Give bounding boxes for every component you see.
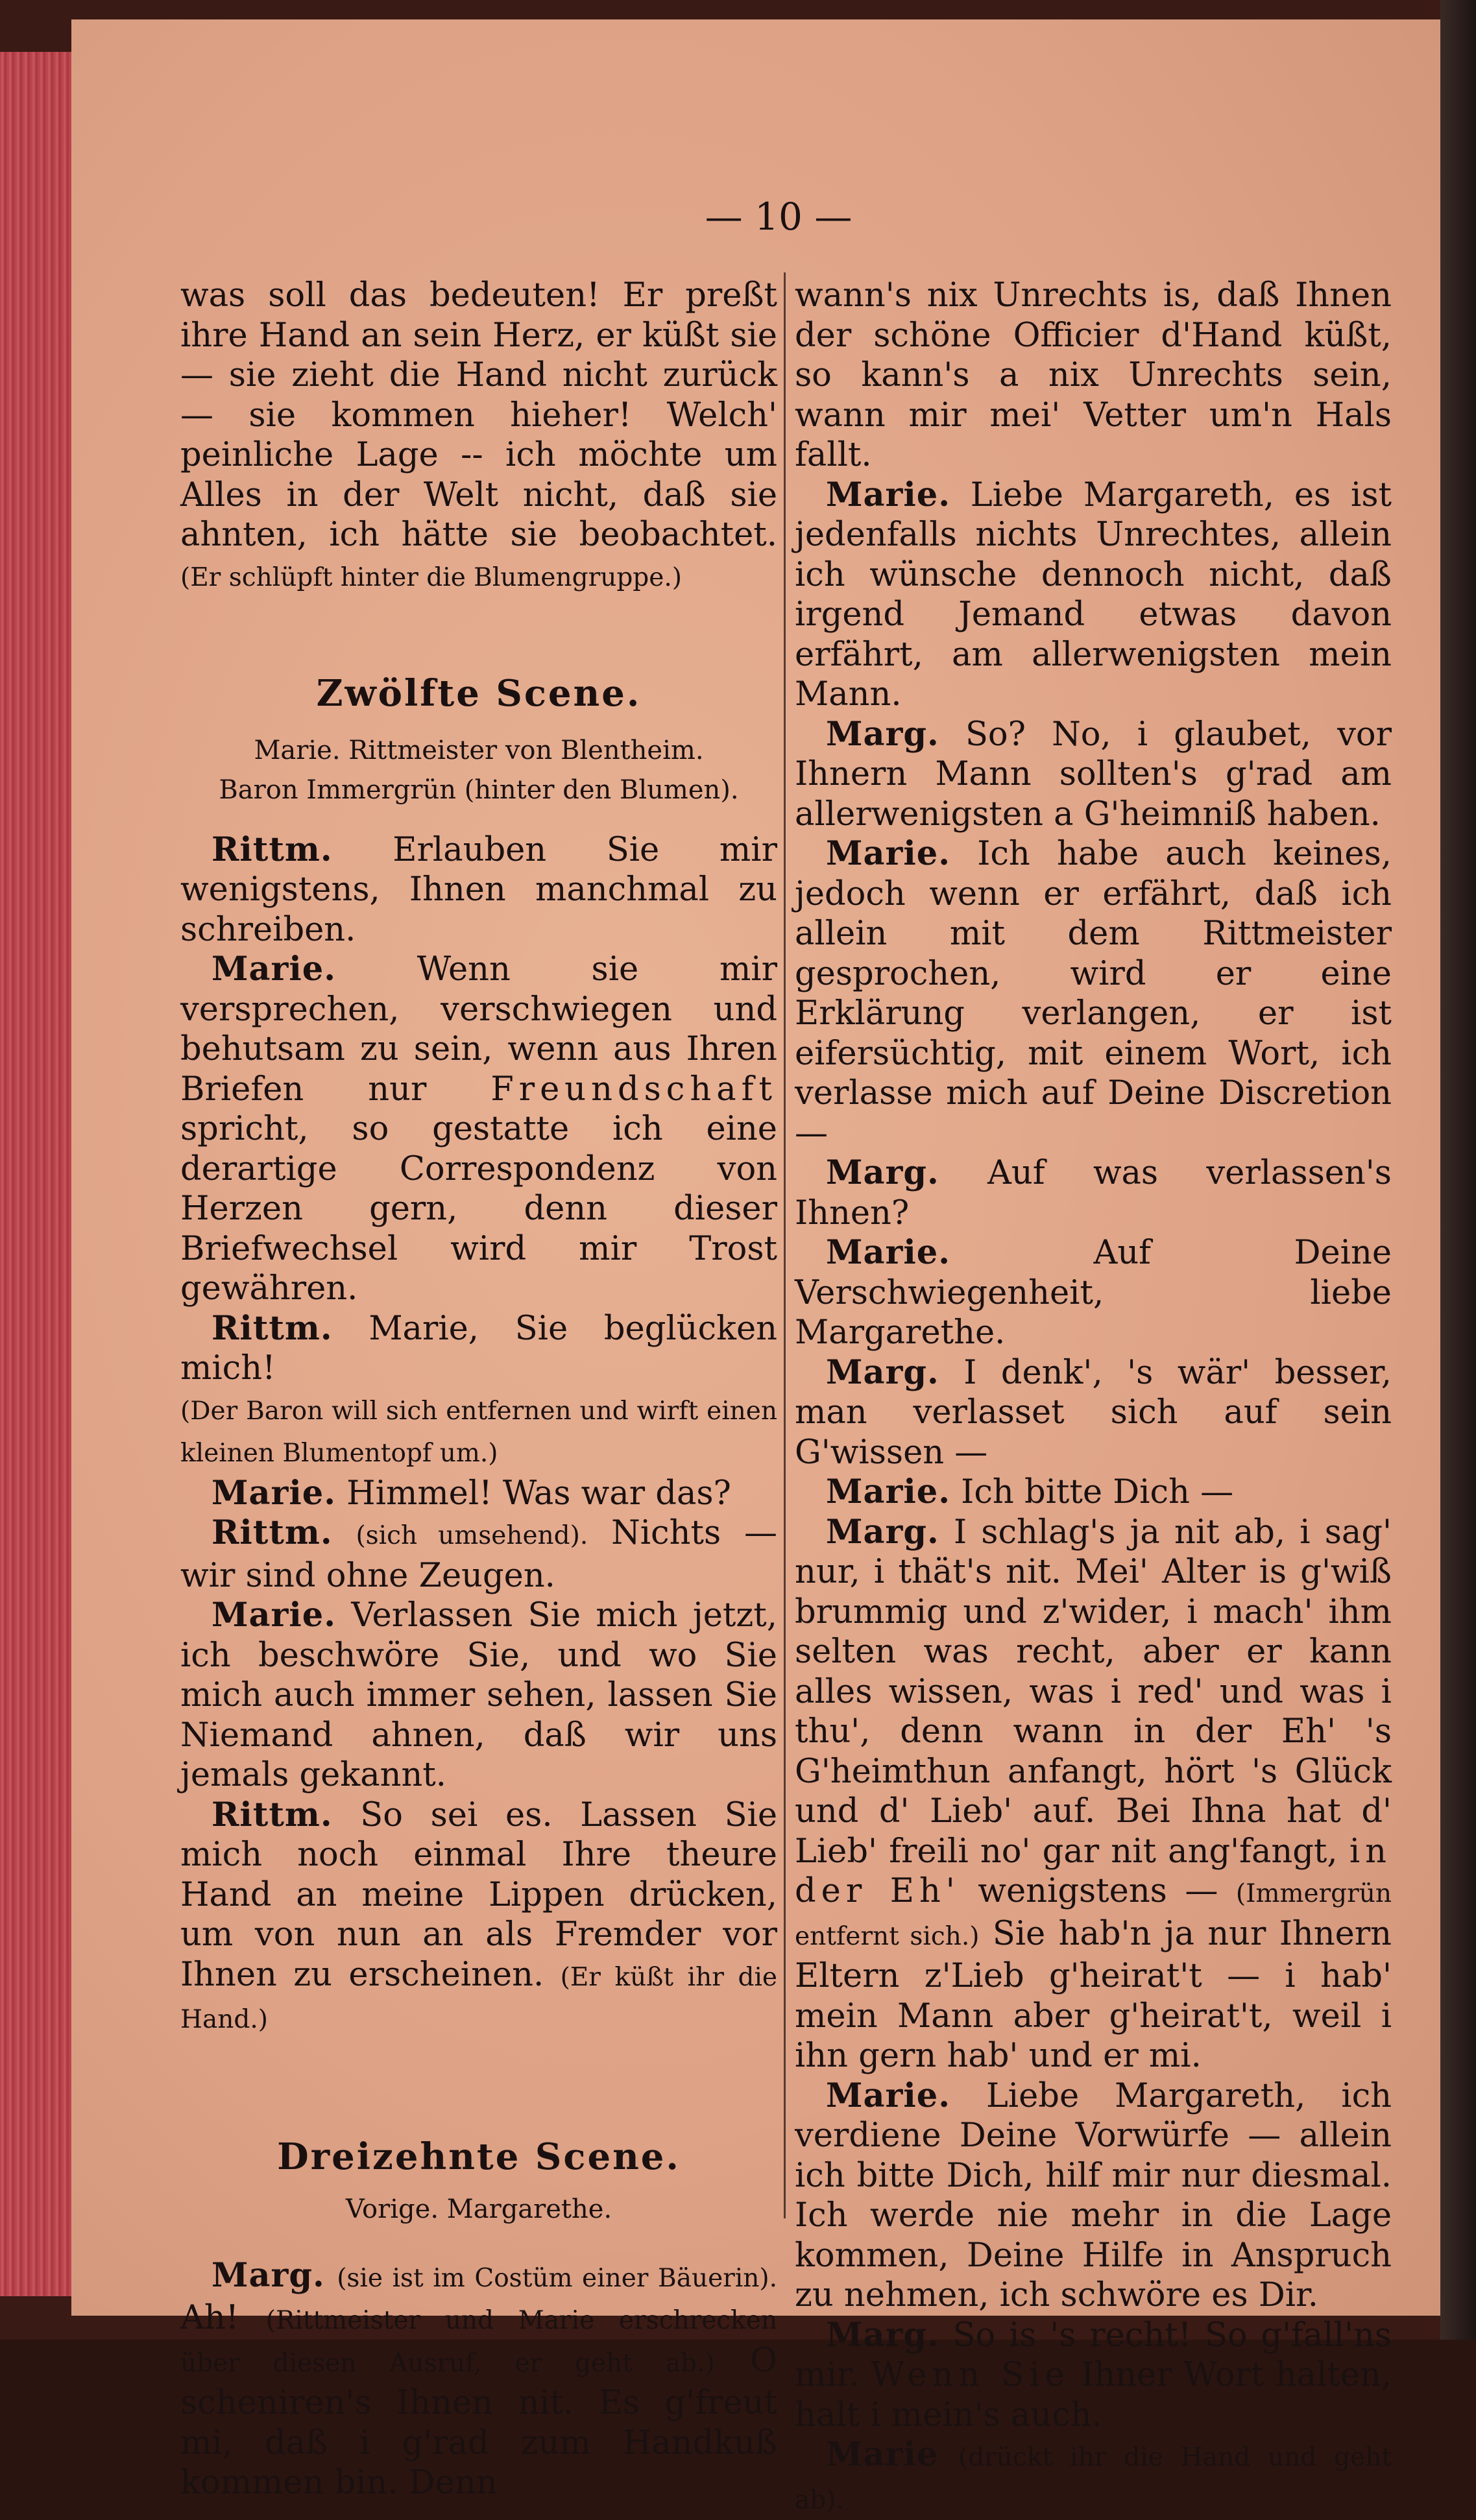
scene-heading: Dreizehnte Scene. xyxy=(277,2135,681,2178)
page-edges xyxy=(0,52,73,2296)
dialogue-line xyxy=(795,2435,1392,2520)
paragraph xyxy=(180,276,777,597)
dialogue-line xyxy=(795,2076,1392,2316)
line-text: Himmel! Was war das? xyxy=(346,1474,731,1513)
stage-direction: (sich umsehend). xyxy=(356,1521,588,1550)
speaker: Marg. xyxy=(826,1153,939,1192)
stage-line xyxy=(180,1389,777,1474)
line-text: wenigstens — xyxy=(978,1872,1218,1910)
line-text: Ich bitte Dich — xyxy=(961,1473,1234,1511)
dialogue-line xyxy=(795,1353,1392,1473)
intro-text: was soll das bedeuten! Er preßt ihre Hand an sein Herz, er küßt sie — sie zieht die Hand nicht zurück — sie kommen hieher! Welch' peinliche Lage -- ich möchte um Alles in der Welt nicht, daß sie ahnten, ich hätte sie beobachtet. xyxy=(180,276,777,554)
dialogue-line xyxy=(795,1153,1392,1233)
stage-direction: (drückt ihr die Hand und geht ab). xyxy=(795,2443,1392,2515)
line-text: Liebe Margareth, ich verdiene Deine Vorwürfe — allein ich bitte Dich, hilf mir nur diesmal. Ich werde nie mehr in die Lage kommen, Deine Hilfe in Anspruch zu nehmen, ich schwöre es Dir. xyxy=(795,2076,1392,2314)
dialogue-line xyxy=(180,2256,777,2503)
dialogue-line xyxy=(180,950,777,1309)
dialogue-line xyxy=(795,834,1392,1153)
line-text: I schlag's ja nit ab, i sag' nur, i thät's nit. Mei' Alter is g'wiß brummig und z'wider, i mach' ihm selten was recht, aber er kann alles wissen, was i red' und was i thu', denn wann in der Eh' 's G'heimthun anfangt, hört 's Glück und d' Lieb' auf. Bei Ihna hat d' Lieb' freili no' gar nit ang'fangt, xyxy=(795,1513,1392,1871)
line-text: Auf Deine Verschwiegenheit, liebe Margarethe. xyxy=(795,1234,1392,1352)
emphasis: Freundschaft xyxy=(490,1070,777,1109)
dramatis-personae: Baron Immergrün (hinter den Blumen). xyxy=(219,775,739,805)
speaker: Marie. xyxy=(826,475,950,514)
dialogue-line xyxy=(180,830,777,950)
speaker: Marg. xyxy=(212,2255,325,2295)
book-spine xyxy=(1440,0,1476,2340)
line-text: wann's nix Unrechts is, daß Ihnen der schöne Officier d'Hand küßt, so kann's a nix Unrechts sein, wann mir mei' Vetter um'n Hals fallt. xyxy=(795,276,1392,474)
line-text: Liebe Margareth, es ist jedenfalls nichts Unrechtes, allein ich wünsche dennoch nicht, daß irgend Jemand etwas davon erfährt, am allerwenigsten mein Mann. xyxy=(795,475,1392,714)
line-text: Ah! xyxy=(180,2299,239,2337)
dialogue-line xyxy=(795,1513,1392,2076)
paragraph xyxy=(795,276,1392,475)
speaker: Marie. xyxy=(826,1233,950,1272)
dialogue-line xyxy=(180,1309,777,1389)
line-text: So sei es. Lassen Sie mich noch einmal Ihre theure Hand an meine Lippen drücken, um von nun an als Fremder vor Ihnen zu erscheinen. xyxy=(180,1795,778,1994)
dialogue-line xyxy=(795,1472,1392,1513)
speaker: Marg. xyxy=(826,714,939,754)
line-text: Sie hab'n ja nur Ihnern Eltern z'Lieb g'heirat't — i hab' mein Mann aber g'heirat't, weil i ihn gern hab' und er mi. xyxy=(795,1914,1392,2075)
line-text: Ich habe auch keines, jedoch wenn er erfährt, daß ich allein mit dem Rittmeister gesprochen, wird er eine Erklärung verlangen, er ist eifersüchtig, mit einem Wort, ich verlasse mich auf Deine Discretion — xyxy=(795,835,1392,1153)
line-text: So is 's recht! So g'fall'ns mir. xyxy=(795,2316,1392,2394)
dramatis-personae: Vorige. Margarethe. xyxy=(345,2194,612,2224)
stage-direction: (Rittmeister und Marie erschrecken über diesen Ausruf, er geht ab.) xyxy=(180,2306,777,2378)
dialogue-line xyxy=(180,1795,777,2040)
speaker: Marie. xyxy=(212,1473,336,1513)
line-text: Marie, Sie beglücken mich! xyxy=(180,1309,777,1387)
line-text: Verlassen Sie mich jetzt, ich beschwöre Sie, und wo Sie mich auch immer sehen, lassen Sie Niemand ahnen, daß wir uns jemals gekannt. xyxy=(180,1596,777,1794)
scene-heading: Zwölfte Scene. xyxy=(316,672,642,715)
speaker: Marie. xyxy=(212,950,336,989)
dialogue-line xyxy=(795,1233,1392,1353)
line-text: I denk', 's wär' besser, man verlasset sich auf sein G'wissen — xyxy=(795,1353,1392,1472)
speaker: Marg. xyxy=(826,2315,939,2355)
speaker: Rittm. xyxy=(212,1795,333,1834)
dialogue-line xyxy=(795,2316,1392,2436)
line-text: Ihner Wort halten, halt i mein's auch. xyxy=(795,2356,1392,2434)
line-text: Auf was verlassen's Ihnen? xyxy=(795,1154,1392,1232)
speaker: Marg. xyxy=(826,1352,939,1392)
column-divider xyxy=(784,272,786,2218)
line-text: Nichts — wir sind ohne Zeugen. xyxy=(180,1514,777,1595)
dramatis-personae: Marie. Rittmeister von Blentheim. xyxy=(254,735,704,765)
speaker: Marie. xyxy=(212,1596,336,1635)
speaker: Marie xyxy=(826,2435,939,2474)
stage-direction: (Immergrün entfernt sich.) xyxy=(795,1879,1392,1951)
emphasis: in der Eh' xyxy=(795,1832,1392,1910)
right-column xyxy=(795,276,1392,2520)
line-text: Erlauben Sie mir wenigstens, Ihnen manchmal zu schreiben. xyxy=(180,830,777,949)
dialogue-line xyxy=(180,1474,777,1514)
emphasis: Wenn Sie xyxy=(870,2356,1070,2394)
left-column xyxy=(180,276,777,2503)
speaker: Marg. xyxy=(826,1512,939,1552)
page-number: — 10 — xyxy=(705,195,853,239)
speaker: Rittm. xyxy=(212,1308,333,1348)
line-text: O scheniren's Ihnen nit. Es g'freut mi, daß i g'rad zum Handkuß kommen bin. Denn xyxy=(180,2341,777,2502)
speaker: Rittm. xyxy=(212,830,333,869)
speaker: Rittm. xyxy=(212,1513,333,1552)
stage-direction: (Der Baron will sich entfernen und wirft einen kleinen Blumentopf um.) xyxy=(180,1396,777,1468)
dialogue-line xyxy=(180,1513,777,1596)
stage-direction: (Er schlüpft hinter die Blumengruppe.) xyxy=(180,562,682,592)
speaker: Marie. xyxy=(826,2076,950,2115)
stage-direction: (Er küßt ihr die Hand.) xyxy=(180,1962,778,2034)
line-text: spricht, so gestatte ich eine derartige Correspondenz von Herzen gern, denn dieser Briefwechsel wird mir Trost gewähren. xyxy=(180,1110,777,1308)
speaker: Marie. xyxy=(826,834,950,873)
line-text: So? No, i glaubet, vor Ihnern Mann sollten's g'rad am allerwenigsten a G'heimniß haben. xyxy=(795,715,1392,834)
dialogue-line xyxy=(795,715,1392,835)
speaker: Marie. xyxy=(826,1472,950,1511)
stage-direction: (sie ist im Costüm einer Bäuerin). xyxy=(337,2263,777,2293)
dialogue-line xyxy=(795,475,1392,715)
line-text: Wenn sie mir versprechen, verschwiegen und behutsam zu sein, wenn aus Ihren Briefen nur xyxy=(180,950,777,1109)
dialogue-line xyxy=(180,1596,777,1795)
